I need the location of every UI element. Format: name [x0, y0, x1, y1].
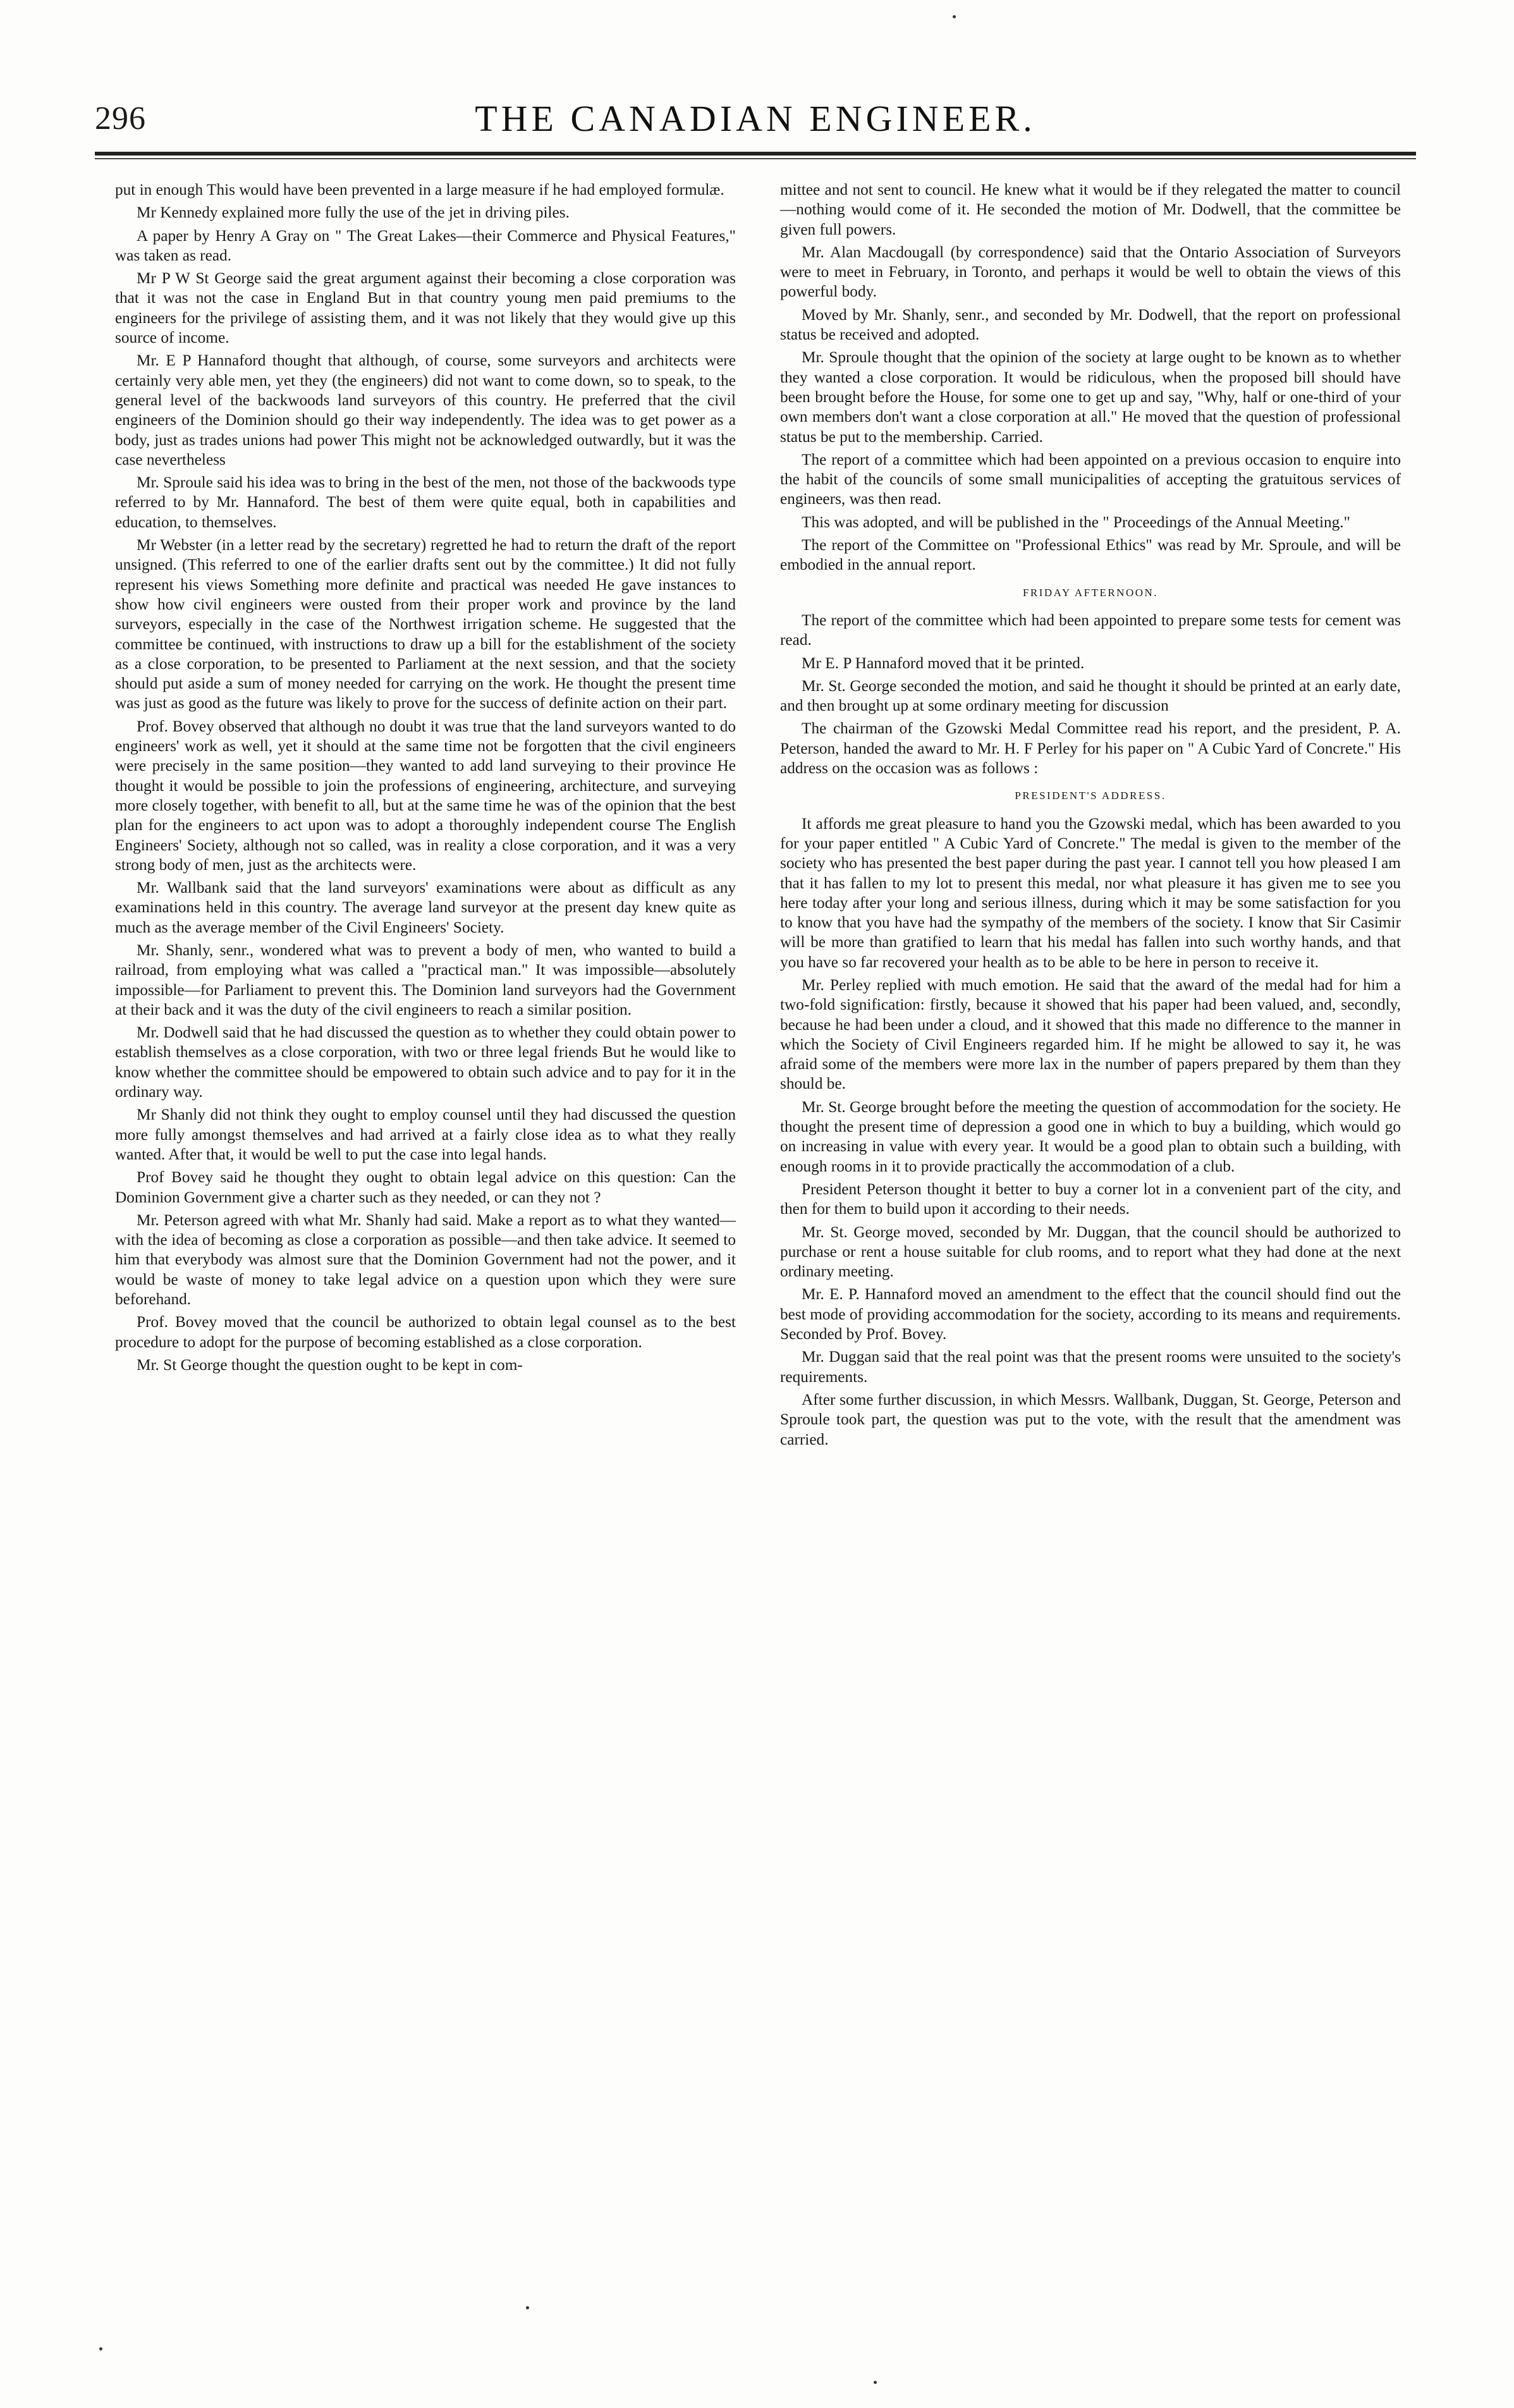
- paragraph: Mr. Alan Macdougall (by correspondence) said that the Ontario Association of Surveyors were to meet in February, in Toronto, and perhaps it would be well to obtain the views of this powerful body.: [780, 243, 1401, 301]
- left-column: [115, 180, 736, 1378]
- paragraph: Mr Kennedy explained more fully the use of the jet in driving piles.: [137, 204, 570, 222]
- section-heading-president: PRESIDENT'S ADDRESS.: [1015, 790, 1166, 802]
- paragraph: Prof. Bovey observed that although no doubt it was true that the land surveyors wanted to do engineers' work as well, yet it should at the same time not be forgotten that the civil engineers were precisely in the same position—they wanted to add land surveying to their province He thought it would be possible to join the professions of engineering, architecture, and surveying more closely together, with benefit to all, but at the same time he was of the opinion that the best plan for the engineers to act upon was to adopt a thoroughly independent course The English Engineers' Society, although not so called, was in reality a close corporation, and it was a very strong body of men, just as the architects were.: [115, 717, 736, 874]
- paragraph: This was adopted, and will be published in the " Proceedings of the Annual Meeting.": [802, 513, 1350, 531]
- header-rule: [95, 152, 1416, 156]
- paragraph: Mr. St. George brought before the meeting the question of accommodation for the society. He thought the present time of depression a good one in which to buy a building, which would go on increasing in value with every year. It would be a good plan to obtain such a building, with enough rooms in it to provide practically the accommodation of a club.: [780, 1097, 1401, 1175]
- paragraph: The report of a committee which had been appointed on a previous occasion to enquire into the habit of the councils of some small municipalities of accepting the gratuitous services of engineers, was then read.: [780, 450, 1401, 508]
- paragraph: Mr. E P Hannaford thought that although, of course, some surveyors and architects were certainly very able men, yet they (the engineers) did not want to come down, so to speak, to the general level of the backwoods land surveyors of this country. He preferred that the civil engineers of the Dominion should go their way independently. The idea was to get power as a body, just as trades unions had power This might not be acknowledged outwardly, but it was the case nevertheless: [115, 351, 736, 468]
- paragraph: Prof. Bovey moved that the council be authorized to obtain legal counsel as to the best procedure to adopt for the purpose of becoming established as a close corporation.: [115, 1313, 736, 1351]
- paragraph: Mr. Perley replied with much emotion. He said that the award of the medal had for him a two-fold signification: firstly, because it showed that his paper had been valued, and, secondly, because he had been under a cloud, and it showed that this made no difference to the manner in which the Society of Civil Engineers regarded him. If he might be allowed to say it, he was afraid some of the members were more lax in the number of papers prepared by them than they should be.: [780, 975, 1401, 1093]
- section-heading-friday: FRIDAY AFTERNOON.: [1022, 586, 1159, 599]
- paragraph: Mr. E. P. Hannaford moved an amendment to the effect that the council should find out the best mode of providing accommodation for the society, according to its means and requirements. Seconded by Prof. Bovey.: [780, 1285, 1401, 1343]
- paragraph: Mr Shanly did not think they ought to employ counsel until they had discussed the question more fully amongst themselves and had arrived at a fairly close idea as to what they really wanted. After that, it would be well to put the case into legal hands.: [115, 1106, 736, 1163]
- masthead: [95, 95, 1416, 145]
- paragraph: The report of the Committee on "Professional Ethics" was read by Mr. Sproule, and will be embodied in the annual report.: [780, 536, 1401, 574]
- paragraph: Mr. Dodwell said that he had discussed the question as to whether they could obtain power to establish themselves as a close corporation, with two or three legal friends But he would like to know whether the committee should be empowered to obtain such advice and to pay for it in the ordinary way.: [115, 1024, 736, 1101]
- paragraph: A paper by Henry A Gray on " The Great Lakes—their Commerce and Physical Features," was taken as read.: [115, 226, 736, 264]
- print-speck: [874, 2381, 877, 2384]
- paragraph: Mr. St. George seconded the motion, and said he thought it should be printed at an early date, and then brought up at some ordinary meeting for discussion: [780, 676, 1401, 715]
- paragraph: The report of the committee which had been appointed to prepare some tests for cement was read.: [780, 611, 1401, 649]
- paragraph: Mr. Shanly, senr., wondered what was to prevent a body of men, who wanted to build a railroad, from employing what was called a "practical man." It was impossible—absolutely impossible—for Parliament to prevent this. The Dominion land surveyors had the Government at their back and it was the duty of the civil engineers to reach a similar position.: [115, 941, 736, 1018]
- print-speck: [526, 2306, 529, 2309]
- right-column: [780, 180, 1401, 1453]
- paragraph: Mr E. P Hannaford moved that it be printed.: [802, 654, 1085, 672]
- article-body: [115, 180, 1414, 2279]
- paragraph: Mr. Sproule said his idea was to bring in the best of the men, not those of the backwoods type referred to by Mr. Hannaford. The best of them were quite equal, both in capabilities and education, to themselves.: [115, 474, 736, 531]
- paragraph: mittee and not sent to council. He knew what it would be if they relegated the matter to council—nothing would come of it. He seconded the motion of Mr. Dodwell, that the committee be given full powers.: [780, 181, 1401, 238]
- paragraph: Mr. Wallbank said that the land surveyors' examinations were about as difficult as any examinations held in this country. The average land surveyor at the present day knew quite as much as the average member of the Civil Engineers' Society.: [115, 879, 736, 936]
- paragraph: Mr P W St George said the great argument against their becoming a close corporation was that it was not the case in England But in that country young men paid premiums to the engineers for the privilege of assisting them, and it was not likely that they would give up this source of income.: [115, 269, 736, 347]
- paragraph: Mr. Duggan said that the real point was that the present rooms were unsuited to the society's requirements.: [780, 1348, 1401, 1386]
- paragraph: Mr. St George thought the question ought to be kept in com-: [137, 1355, 523, 1374]
- paragraph: Moved by Mr. Shanly, senr., and seconded by Mr. Dodwell, that the report on professional status be received and adopted.: [780, 305, 1401, 344]
- paragraph: President Peterson thought it better to buy a corner lot in a convenient part of the city, and then for them to build upon it according to their needs.: [780, 1180, 1401, 1218]
- paragraph: Mr. Peterson agreed with what Mr. Shanly had said. Make a report as to what they wanted—with the idea of becoming as close a corporation as possible—and then take advice. It seemed to him that everybody was almost sure that the Dominion Government had not the power, and it would be waste of money to take legal advice on a question upon which they were sure beforehand.: [115, 1211, 736, 1309]
- paragraph: Prof Bovey said he thought they ought to obtain legal advice on this question: Can the Dominion Government give a charter such as they needed, or can they not ?: [115, 1168, 736, 1206]
- paragraph: Mr. Sproule thought that the opinion of the society at large ought to be known as to whether they wanted a close corporation. It would be ridiculous, when the proposed bill should have been brought before the House, for some one to get up and say, "Why, half or one-third of your own members don't want a close corporation at all." He moved that the question of professional status be put to the membership. Carried.: [780, 348, 1401, 446]
- paragraph: The chairman of the Gzowski Medal Committee read his report, and the president, P. A. Peterson, handed the award to Mr. H. F Perley for his paper on " A Cubic Yard of Concrete." His address on the occasion was as follows :: [780, 719, 1401, 778]
- paragraph: Mr Webster (in a letter read by the secretary) regretted he had to return the draft of the report unsigned. (This referred to one of the earlier drafts sent out by the committee.) It did not fully represent his views Something more definite and practical was needed He gave instances to show how civil engineers were ousted from their proper work and province by the land surveyors, especially in the case of the Northwest irrigation scheme. He suggested that the committee be continued, with instructions to draw up a bill for the establishment of the society as a close corporation, to be presented to Parliament at the next session, and that the society should put aside a sum of money needed for carrying on the work. He thought the present time was just as good as the future was likely to prove for the success of definite action on their part.: [115, 536, 736, 712]
- print-speck: [99, 2347, 102, 2350]
- header-rule-thin: [95, 158, 1416, 159]
- print-speck: [953, 15, 956, 18]
- paragraph: After some further discussion, in which Messrs. Wallbank, Duggan, St. George, Peterson and Sproule took part, the question was put to the vote, with the result that the amendment was carried.: [780, 1390, 1401, 1448]
- paragraph: It affords me great pleasure to hand you the Gzowski medal, which has been awarded to you for your paper entitled " A Cubic Yard of Concrete." The medal is given to the member of the society who has presented the best paper during the past year. I cannot tell you how pleased I am that it has fallen to my lot to present this medal, nor what pleasure it has given me to see you here today after your long and serious illness, during which it may be some satisfaction for you to know that you have had the sympathy of the members of the society. I know that Sir Casimir will be more than gratified to learn that his medal has fallen into such worthy hands, and that you have so far recovered your health as to be able to be here in person to receive it.: [780, 814, 1401, 971]
- journal-title: THE CANADIAN ENGINEER.: [475, 98, 1036, 139]
- page-number: 296: [95, 101, 146, 137]
- paragraph: Mr. St. George moved, seconded by Mr. Duggan, that the council should be authorized to purchase or rent a house suitable for club rooms, and to report what they had done at the next ordinary meeting.: [780, 1223, 1401, 1281]
- paragraph: put in enough This would have been prevented in a large measure if he had employed formulæ.: [115, 181, 724, 199]
